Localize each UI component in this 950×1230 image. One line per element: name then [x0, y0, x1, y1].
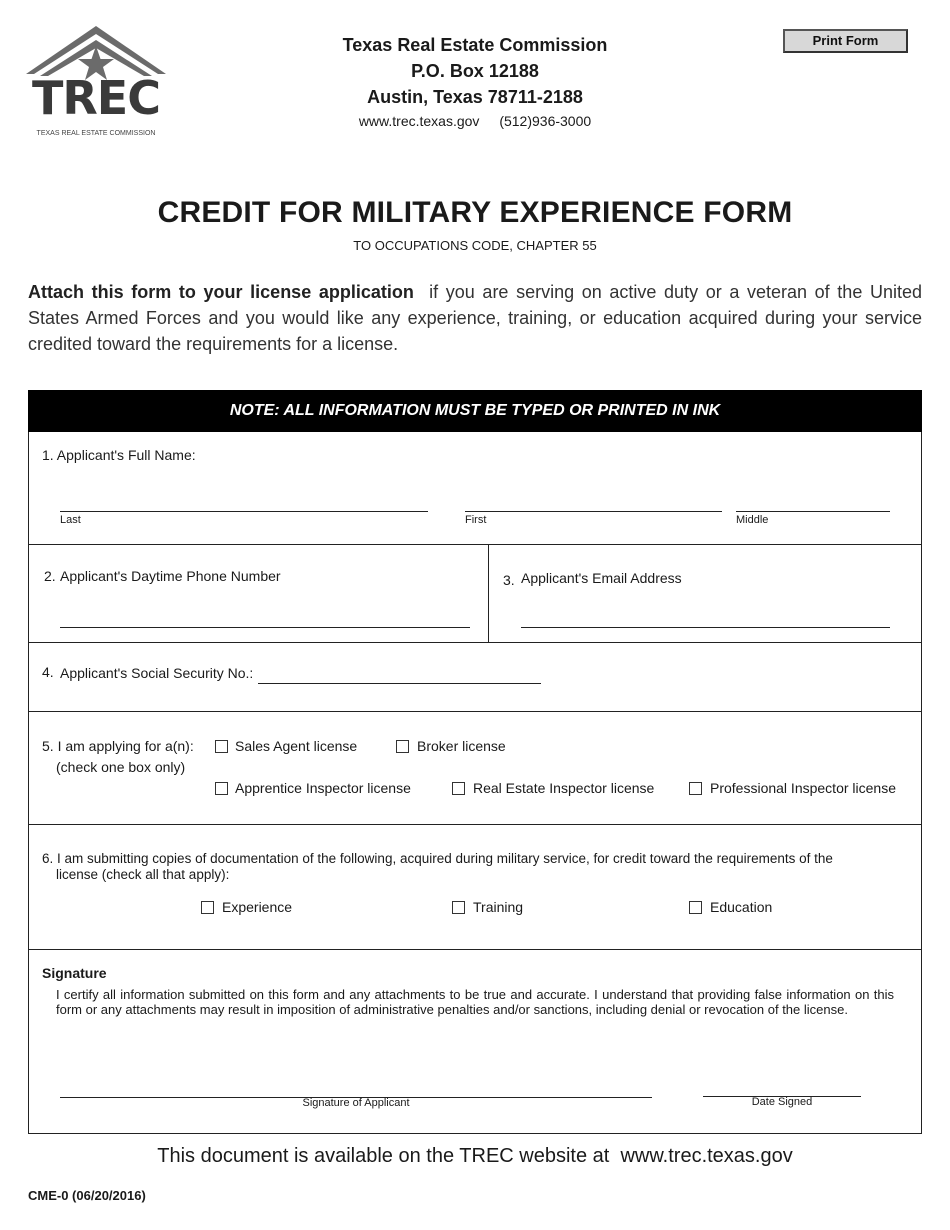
apprentice-inspector-label: Apprentice Inspector license [235, 780, 411, 796]
sales-agent-checkbox[interactable] [215, 740, 228, 753]
q5-label: 5. I am applying for a(n): [42, 738, 194, 754]
date-label: Date Signed [751, 1096, 813, 1108]
broker-label: Broker license [417, 738, 506, 754]
form-title: CREDIT FOR MILITARY EXPERIENCE FORM [157, 196, 793, 229]
broker-checkbox[interactable] [396, 740, 409, 753]
divider [28, 949, 922, 950]
note-banner: NOTE: ALL INFORMATION MUST BE TYPED OR PRINTED IN INK [28, 390, 922, 432]
middle-label: Middle [736, 514, 769, 526]
q4-label: Applicant's Social Security No.: [60, 665, 254, 681]
q5-hint: (check one box only) [56, 759, 186, 775]
org-name: Texas Real Estate Commission [342, 35, 608, 55]
intro-text: if you are serving on active duty or a veteran of the United States Armed Forces and you would like any experience, training, or education acquired during your service credited toward the requirements for a license. [28, 282, 922, 354]
professional-inspector-label: Professional Inspector license [710, 780, 896, 796]
training-label: Training [473, 899, 524, 915]
intro-paragraph [28, 279, 922, 357]
logo-text: TREC [32, 71, 160, 125]
q4-number: 4. [42, 664, 54, 680]
phone-number: (512)936-3000 [499, 113, 592, 129]
q2-number: 2. [44, 568, 56, 584]
logo-subtext: TEXAS REAL ESTATE COMMISSION [36, 130, 156, 137]
sales-agent-label: Sales Agent license [235, 738, 358, 754]
signature-label: Signature of Applicant [302, 1097, 410, 1109]
education-label: Education [710, 899, 773, 915]
divider [28, 711, 922, 712]
education-checkbox[interactable] [689, 901, 702, 914]
q6-label-line2: license (check all that apply): [56, 867, 230, 882]
q1-label: 1. Applicant's Full Name: [42, 447, 196, 463]
experience-label: Experience [222, 899, 293, 915]
signature-heading: Signature [42, 965, 107, 981]
q3-label: Applicant's Email Address [521, 570, 682, 586]
certification-text: I certify all information submitted on this form and any attachments to be true and accurate. I understand that providing false information on this form or any attachments may result in imposition of administrative penalties and/or sanctions, including denial or revocation of the license. [56, 987, 894, 1017]
ssn-field[interactable] [258, 683, 541, 684]
footer-text: This document is available on the TREC website at www.trec.texas.gov [157, 1145, 793, 1167]
q6-label-line1: 6. I am submitting copies of documentation of the following, acquired during military service, for credit toward the requirements of the [42, 851, 833, 866]
q3-number: 3. [503, 572, 515, 588]
real-estate-inspector-label: Real Estate Inspector license [473, 780, 655, 796]
po-box: P.O. Box 12188 [411, 61, 539, 81]
training-checkbox[interactable] [452, 901, 465, 914]
contact-line [260, 113, 690, 129]
website-link[interactable]: www.trec.texas.gov [358, 113, 480, 129]
intro-bold: Attach this form to your license application [28, 282, 414, 302]
divider [28, 544, 922, 545]
divider [28, 642, 922, 643]
city-address: Austin, Texas 78711-2188 [367, 87, 583, 107]
middle-name-field[interactable] [736, 511, 890, 512]
professional-inspector-checkbox[interactable] [689, 782, 702, 795]
print-form-button[interactable]: Print Form [783, 29, 908, 53]
real-estate-inspector-checkbox[interactable] [452, 782, 465, 795]
first-label: First [465, 514, 487, 526]
last-name-field[interactable] [60, 511, 428, 512]
first-name-field[interactable] [465, 511, 722, 512]
q2-label: Applicant's Daytime Phone Number [60, 568, 281, 584]
trec-logo [26, 26, 166, 142]
apprentice-inspector-checkbox[interactable] [215, 782, 228, 795]
phone-field[interactable] [60, 627, 470, 628]
divider [28, 824, 922, 825]
email-field[interactable] [521, 627, 890, 628]
last-label: Last [60, 514, 81, 526]
form-subtitle: TO OCCUPATIONS CODE, CHAPTER 55 [353, 238, 597, 253]
form-code: CME-0 (06/20/2016) [28, 1188, 146, 1203]
vertical-divider [488, 544, 489, 642]
experience-checkbox[interactable] [201, 901, 214, 914]
